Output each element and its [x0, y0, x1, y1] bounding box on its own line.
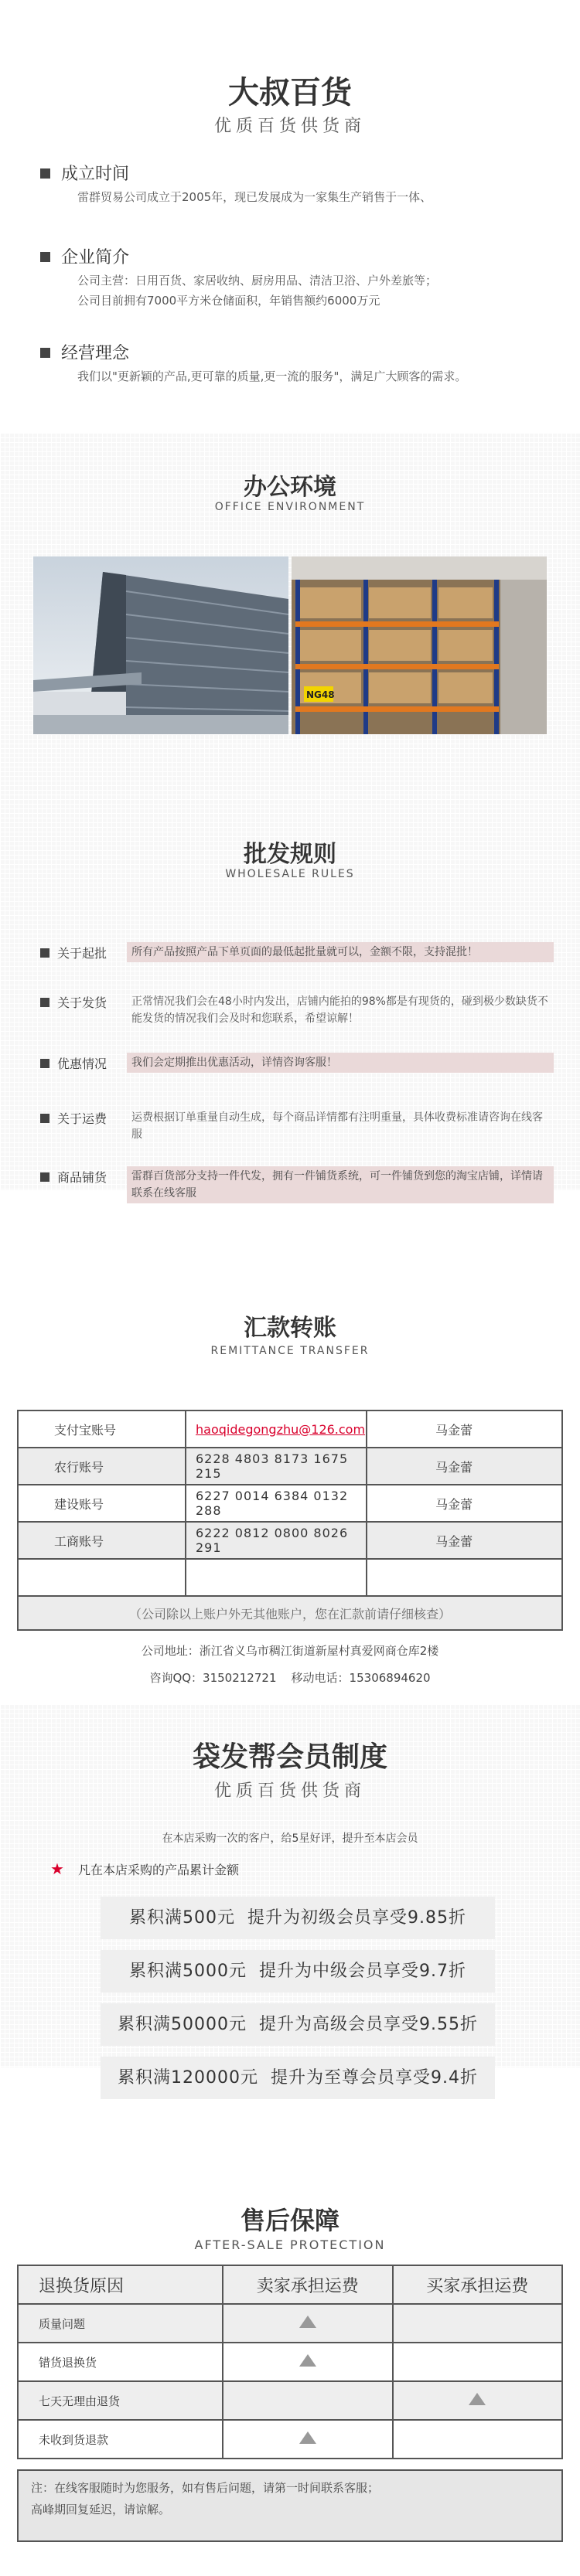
member-level-1: 累积满500元 提升为初级会员享受9.85折: [101, 1897, 495, 1939]
bank-accounts-table: [17, 1410, 563, 1631]
account-number: 6228 4803 8173 1675 215: [186, 1448, 367, 1485]
office-subtitle: OFFICE ENVIRONMENT: [214, 501, 366, 513]
brand-title: 大叔百货: [228, 75, 352, 111]
column-header: 买家承担运费: [393, 2265, 563, 2304]
triangle-icon: [299, 2316, 316, 2328]
rule-text-5: 雷群百货部分支持一件代发，拥有一件铺货系统，可一件铺货到您的淘宝店铺，详情请联系在线客服: [127, 1166, 554, 1203]
table-row: [18, 2304, 562, 2343]
reason-cell: 质量问题: [18, 2304, 223, 2343]
member-subtitle: 优质百货供货商: [213, 1781, 366, 1801]
bullet-square-icon: [40, 1172, 49, 1182]
reason-cell: 未收到货退款: [18, 2420, 223, 2459]
rule-text-1: 所有产品按照产品下单页面的最低起批量就可以，金额不限，支持混批！: [127, 942, 554, 962]
table-row: [18, 2381, 562, 2420]
account-name: 马金蕾: [367, 1411, 562, 1448]
triangle-icon: [469, 2393, 486, 2405]
rule-label-text: 关于起批: [57, 946, 107, 961]
account-label: 工商账号: [18, 1522, 186, 1559]
table-row: [18, 2420, 562, 2459]
bullet-square-icon: [40, 1114, 49, 1123]
contact-info: 咨询QQ：3150212721 移动电话：15306894620: [149, 1671, 431, 1685]
table-row: [18, 1485, 562, 1522]
rule-label-text: 商品铺货: [57, 1170, 107, 1185]
intro-line: 公司目前拥有7000平方米仓储面积，年销售额约6000万元: [77, 294, 380, 308]
seller-cell: [223, 2304, 393, 2343]
remit-title: 汇款转账: [244, 1315, 336, 1342]
intro-line: 雷群贸易公司成立于2005年，现已发展成为一家集生产销售于一体、: [77, 190, 432, 204]
member-star-line: [50, 1860, 239, 1878]
rule-label-4: [40, 1109, 107, 1127]
intro-body-2: [77, 271, 557, 311]
seller-cell: [223, 2381, 393, 2420]
account-label: 农行账号: [18, 1448, 186, 1485]
star-line-text: 凡在本店采购的产品累计金额: [77, 1863, 239, 1877]
member-level-2: 累积满5000元 提升为中级会员享受9.7折: [101, 1950, 495, 1992]
intro-line: 我们以"更新颖的产品,更可靠的质量,更一流的服务"，满足广大顾客的需求。: [77, 369, 467, 383]
column-header: 退换货原因: [18, 2265, 223, 2304]
company-address: 公司地址：浙江省义乌市稠江街道新屋村真爱网商仓库2楼: [141, 1644, 439, 1658]
seller-cell: [223, 2420, 393, 2459]
table-row: [18, 1559, 562, 1596]
buyer-cell: [393, 2381, 563, 2420]
seller-cell: [223, 2343, 393, 2381]
rule-label-text: 优惠情况: [57, 1057, 107, 1071]
intro-heading-text: 企业简介: [61, 248, 130, 267]
rule-label-text: 关于发货: [57, 995, 107, 1010]
buyer-cell: [393, 2420, 563, 2459]
brand-subtitle: 优质百货供货商: [213, 117, 366, 136]
triangle-icon: [299, 2354, 316, 2367]
bullet-square-icon: [40, 1059, 49, 1068]
note-line: 高峰期回复延迟，请谅解。: [31, 2503, 171, 2516]
bullet-square-icon: [40, 252, 50, 262]
table-row: [18, 1411, 562, 1448]
column-header: 卖家承担运费: [223, 2265, 393, 2304]
note-line: 注：在线客服随时为您服务，如有售后问题，请第一时间联系客服；: [31, 2481, 380, 2495]
table-row: [18, 1448, 562, 1485]
bullet-square-icon: [40, 998, 49, 1007]
bullet-square-icon: [40, 348, 50, 358]
triangle-icon: [299, 2431, 316, 2444]
rule-label-3: [40, 1054, 107, 1072]
after-sale-table: [17, 2265, 563, 2459]
intro-line: 公司主营：日用百货、家居收纳、厨房用品、清洁卫浴、户外差旅等；: [77, 274, 438, 288]
account-label: 建设账号: [18, 1485, 186, 1522]
table-header-row: [18, 2265, 562, 2304]
table-row: [18, 2343, 562, 2381]
intro-body-1: [77, 187, 557, 207]
intro-heading-text: 经营理念: [61, 344, 130, 363]
member-level-4: 累积满120000元 提升为至尊会员享受9.4折: [101, 2057, 495, 2099]
after-sale-subtitle: AFTER-SALE PROTECTION: [194, 2237, 386, 2252]
intro-body-3: [77, 366, 557, 386]
svg-text:NG48: NG48: [306, 689, 335, 700]
rule-text-3: 我们会定期推出优惠活动，详情咨询客服！: [127, 1053, 554, 1073]
rule-label-2: [40, 993, 107, 1011]
star-icon: ★: [50, 1860, 64, 1878]
empty-cell: [367, 1559, 562, 1596]
rule-text-4: 运费根据订单重量自动生成，每个商品详情都有注明重量，具体收费标准请咨询在线客服: [131, 1111, 543, 1141]
rule-label-1: [40, 944, 107, 961]
account-name: 马金蕾: [367, 1448, 562, 1485]
account-label: 支付宝账号: [18, 1411, 186, 1448]
table-row: [18, 1596, 562, 1630]
account-number: 6222 0812 0800 8026 291: [186, 1522, 367, 1559]
warehouse-photo: [292, 556, 547, 734]
remit-subtitle: REMITTANCE TRANSFER: [210, 1345, 370, 1357]
rule-label-5: [40, 1168, 107, 1186]
account-number: 6227 0014 6384 0132 288: [186, 1485, 367, 1522]
member-intro: 在本店采购一次的客户，给5星好评，提升至本店会员: [162, 1832, 418, 1845]
office-title: 办公环境: [244, 474, 336, 501]
empty-cell: [186, 1559, 367, 1596]
account-name: 马金蕾: [367, 1485, 562, 1522]
reason-cell: 错货退换货: [18, 2343, 223, 2381]
after-sale-title: 售后保障: [240, 2206, 339, 2235]
reason-cell: 七天无理由退货: [18, 2381, 223, 2420]
member-level-3: 累积满50000元 提升为高级会员享受9.55折: [101, 2003, 495, 2046]
intro-heading-2: [40, 244, 129, 268]
intro-heading-3: [40, 340, 129, 364]
office-building-photo: [33, 556, 288, 734]
bullet-square-icon: [40, 948, 49, 958]
after-sale-note: [17, 2469, 563, 2542]
buyer-cell: [393, 2304, 563, 2343]
buyer-cell: [393, 2343, 563, 2381]
intro-heading-1: [40, 161, 129, 185]
empty-cell: [18, 1559, 186, 1596]
wholesale-title: 批发规则: [244, 841, 336, 868]
bullet-square-icon: [40, 168, 50, 179]
rule-text-2: 正常情况我们会在48小时内发出，店铺内能拍的98%都是有现货的，碰到极少数缺货不能发货的情况我们会及时和您联系，希望谅解！: [131, 995, 548, 1025]
member-title: 袋发帮会员制度: [192, 1741, 387, 1773]
wholesale-subtitle: WHOLESALE RULES: [225, 868, 355, 880]
rule-label-text: 关于运费: [57, 1111, 107, 1126]
intro-heading-text: 成立时间: [61, 165, 130, 184]
table-row: [18, 1522, 562, 1559]
account-name: 马金蕾: [367, 1522, 562, 1559]
account-notice: （公司除以上账户外无其他账户，您在汇款前请仔细核查）: [18, 1596, 562, 1630]
account-number[interactable]: haoqidegongzhu@126.com: [186, 1411, 367, 1448]
